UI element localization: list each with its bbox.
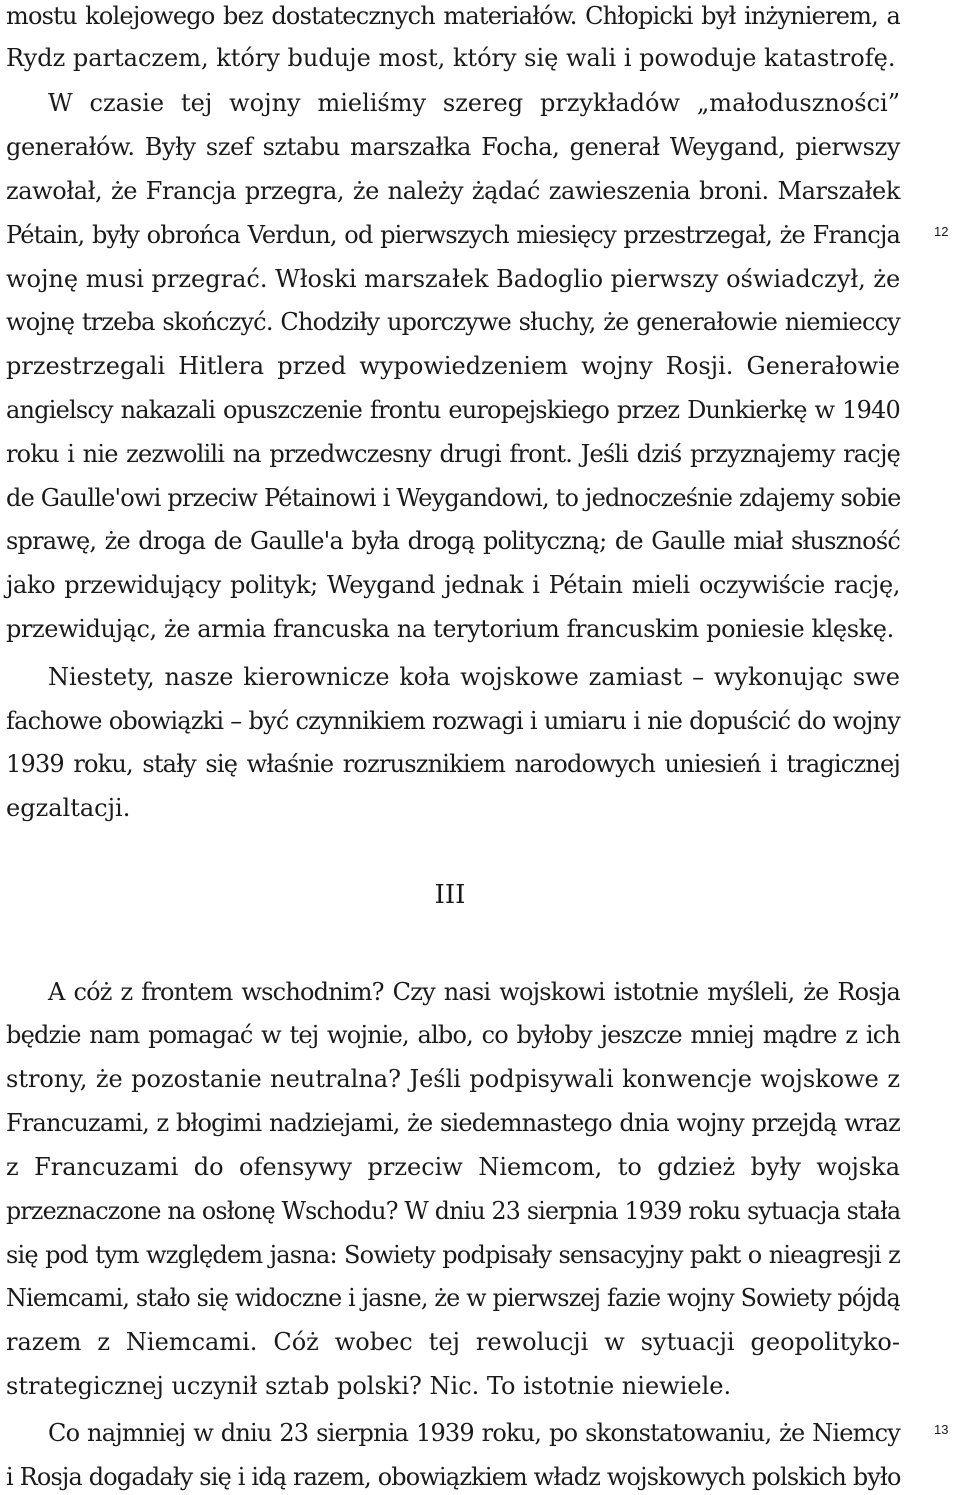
text-line: przestrzegali Hitlera przed wypowiedzeniem wojny Rosji. Generałowie [6, 352, 900, 380]
text-line: Niemcami, stało się widoczne i jasne, że w pierwszej fazie wojny Sowiety pójdą [6, 1284, 900, 1312]
text-line: jako przewidujący polityk; Weygand jednak i Pétain mieli oczywiście rację, [6, 571, 900, 599]
margin-page-number: 12 [934, 224, 949, 239]
text-line: Rydz partaczem, który buduje most, który się wali i powoduje katastrofę. [6, 44, 896, 72]
text-line: razem z Niemcami. Cóż wobec tej rewolucji w sytuacji geopolityko- [6, 1328, 900, 1356]
text-line: fachowe obowiązki – być czynnikiem rozwagi i umiaru i nie dopuścić do wojny [6, 707, 900, 735]
text-line: wojnę trzeba skończyć. Chodziły uporczywe słuchy, że generałowie niemieccy [6, 308, 900, 336]
text-line: strony, że pozostanie neutralna? Jeśli podpisywali konwencje wojskowe z [6, 1065, 900, 1093]
text-line: się pod tym względem jasna: Sowiety podpisały sensacyjny pakt o nieagresji z [6, 1241, 900, 1269]
text-line: Co najmniej w dniu 23 sierpnia 1939 roku, po skonstatowaniu, że Niemcy [48, 1419, 900, 1447]
text-line: będzie nam pomagać w tej wojnie, albo, co byłoby jeszcze mniej mądre z ich [6, 1021, 900, 1049]
text-line: zawołał, że Francja przegra, że należy żądać zawieszenia broni. Marszałek [6, 177, 900, 205]
text-line: Pétain, były obrońca Verdun, od pierwszych miesięcy przestrzegał, że Francja [6, 221, 900, 249]
text-line: roku i nie zezwolili na przedwczesny drugi front. Jeśli dziś przyznajemy rację [6, 440, 900, 468]
text-line: sprawę, że droga de Gaulle'a była drogą polityczną; de Gaulle miał słuszność [6, 527, 900, 555]
text-line: strategicznej uczynił sztab polski? Nic. To istotnie niewiele. [6, 1372, 732, 1400]
margin-page-number: 13 [934, 1422, 949, 1437]
text-line: Francuzami, z błogimi nadziejami, że siedemnastego dnia wojny przejdą wraz [6, 1109, 900, 1137]
text-line: A cóż z frontem wschodnim? Czy nasi wojskowi istotnie myśleli, że Rosja [48, 978, 900, 1006]
text-line: generałów. Były szef sztabu marszałka Focha, generał Weygand, pierwszy [6, 133, 900, 161]
text-line: przeznaczone na osłonę Wschodu? W dniu 23 sierpnia 1939 roku sytuacja stała [6, 1197, 901, 1225]
text-line: przewidując, że armia francuska na terytorium francuskim poniesie klęskę. [6, 615, 894, 643]
section-heading: III [434, 880, 466, 910]
text-line: i Rosja dogadały się i idą razem, obowiązkiem władz wojskowych polskich było [6, 1463, 901, 1491]
text-line: egzaltacji. [6, 794, 131, 822]
text-line: Niestety, nasze kierownicze koła wojskowe zamiast – wykonując swe [48, 663, 900, 691]
text-line: z Francuzami do ofensywy przeciw Niemcom, to gdzież były wojska [6, 1153, 900, 1181]
text-line: W czasie tej wojny mieliśmy szereg przykładów „małoduszności” [48, 89, 900, 117]
text-line: mostu kolejowego bez dostatecznych materiałów. Chłopicki był inżynierem, a [6, 2, 900, 30]
text-line: de Gaulle'owi przeciw Pétainowi i Weygandowi, to jednocześnie zdajemy sobie [6, 484, 901, 512]
text-line: 1939 roku, stały się właśnie rozrusznikiem narodowych uniesień i tragicznej [6, 750, 900, 778]
text-line: wojnę musi przegrać. Włoski marszałek Badoglio pierwszy oświadczył, że [6, 265, 901, 293]
text-line: angielscy nakazali opuszczenie frontu europejskiego przez Dunkierkę w 1940 [6, 396, 900, 424]
